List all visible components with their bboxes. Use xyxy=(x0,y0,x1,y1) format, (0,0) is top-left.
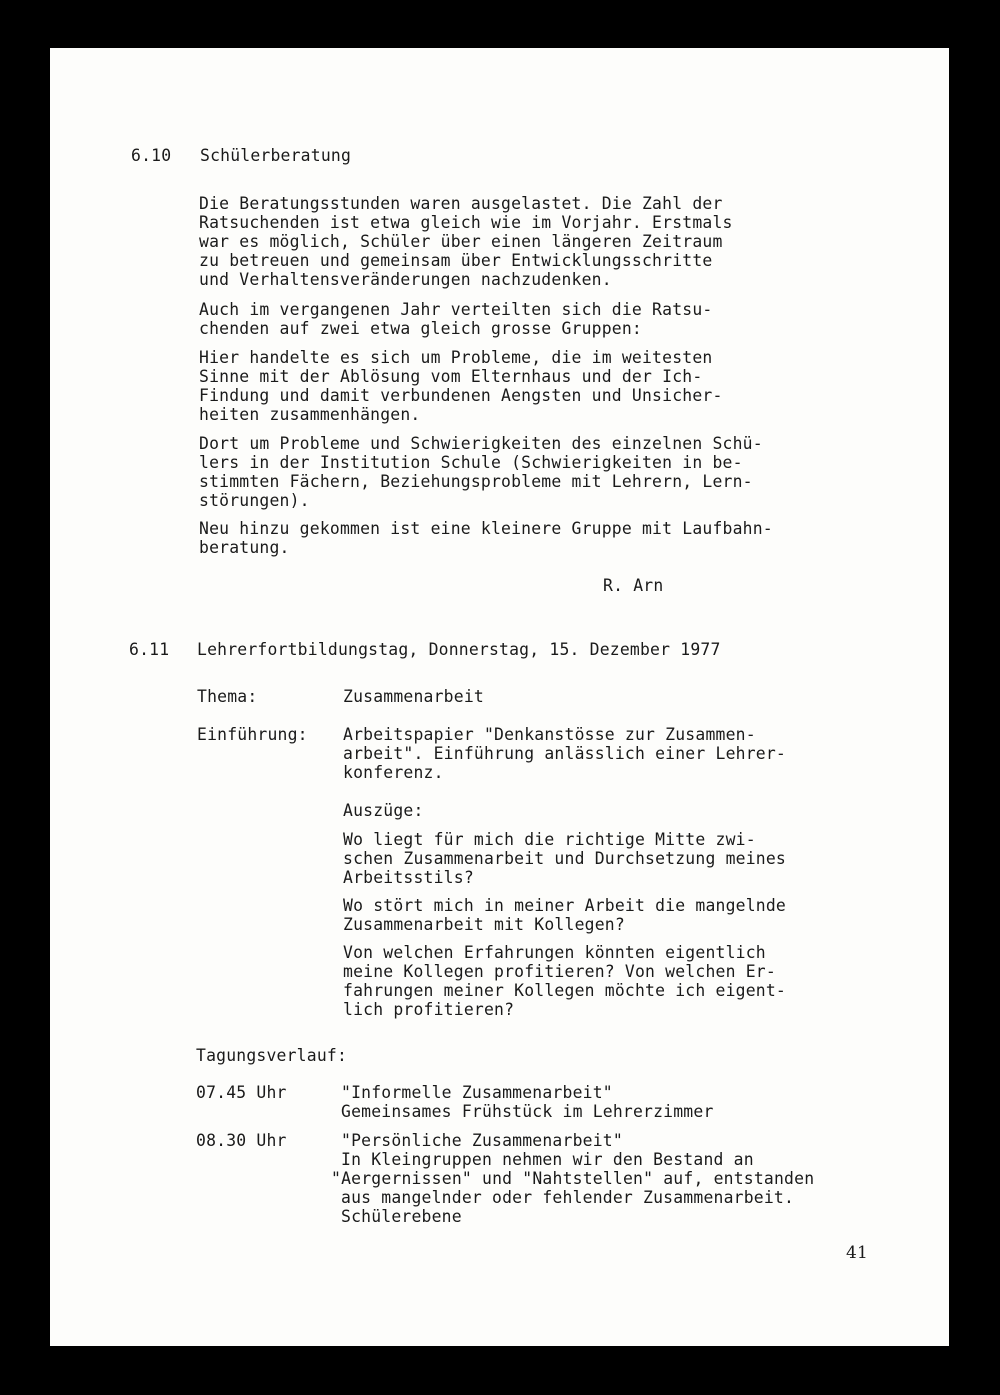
paragraph-line: lers in der Institution Schule (Schwierigkeiten in be- xyxy=(199,453,743,472)
question-line: meine Kollegen profitieren? Von welchen Er- xyxy=(343,962,776,981)
einfuehrung-line: konferenz. xyxy=(343,763,444,782)
paragraph-line: Ratsuchenden ist etwa gleich wie im Vorjahr. Erstmals xyxy=(199,213,733,232)
section-611-title: Lehrerfortbildungstag, Donnerstag, 15. Dezember 1977 xyxy=(197,640,721,659)
paragraph-line: zu betreuen und gemeinsam über Entwicklungsschritte xyxy=(199,251,713,270)
thema-value: Zusammenarbeit xyxy=(343,687,484,706)
question-line: Von welchen Erfahrungen könnten eigentlich xyxy=(343,943,766,962)
paragraph-line: Sinne mit der Ablösung vom Elternhaus und der Ich- xyxy=(199,367,703,386)
paragraph-line: Auch im vergangenen Jahr verteilten sich die Ratsu- xyxy=(199,300,713,319)
section-610-number: 6.10 xyxy=(131,146,172,165)
schedule-line: "Persönliche Zusammenarbeit" xyxy=(341,1131,623,1150)
section-610-title: Schülerberatung xyxy=(200,146,352,165)
question-line: fahrungen meiner Kollegen möchte ich eigent- xyxy=(343,981,786,1000)
question-line: Zusammenarbeit mit Kollegen? xyxy=(343,915,625,934)
schedule-time: 08.30 Uhr xyxy=(196,1131,287,1150)
question-line: Arbeitsstils? xyxy=(343,868,474,887)
paragraph-line: stimmten Fächern, Beziehungsprobleme mit Lehrern, Lern- xyxy=(199,472,753,491)
author-signature: R. Arn xyxy=(603,576,664,595)
question-line: Wo stört mich in meiner Arbeit die mangelnde xyxy=(343,896,786,915)
paragraph-line: heiten zusammenhängen. xyxy=(199,405,421,424)
paragraph-line: und Verhaltensveränderungen nachzudenken. xyxy=(199,270,612,289)
paragraph-line: störungen). xyxy=(199,491,310,510)
paragraph-line: Neu hinzu gekommen ist eine kleinere Gruppe mit Laufbahn- xyxy=(199,519,773,538)
paragraph-line: Die Beratungsstunden waren ausgelastet. Die Zahl der xyxy=(199,194,723,213)
schedule-line: "Informelle Zusammenarbeit" xyxy=(341,1083,613,1102)
paragraph-line: Findung und damit verbundenen Aengsten und Unsicher- xyxy=(199,386,723,405)
schedule-line: aus mangelnder oder fehlender Zusammenarbeit. xyxy=(341,1188,795,1207)
paragraph-line: war es möglich, Schüler über einen längeren Zeitraum xyxy=(199,232,723,251)
schedule-time: 07.45 Uhr xyxy=(196,1083,287,1102)
question-line: schen Zusammenarbeit und Durchsetzung meines xyxy=(343,849,786,868)
einfuehrung-line: Arbeitspapier "Denkanstösse zur Zusammen- xyxy=(343,725,756,744)
schedule-line: Schülerebene xyxy=(341,1207,462,1226)
page-number: 41 xyxy=(846,1243,869,1263)
paragraph-line: Hier handelte es sich um Probleme, die im weitesten xyxy=(199,348,713,367)
paragraph-line: beratung. xyxy=(199,538,290,557)
question-line: lich profitieren? xyxy=(343,1000,515,1019)
tagungsverlauf-label: Tagungsverlauf: xyxy=(196,1046,348,1065)
einfuehrung-line: arbeit". Einführung anlässlich einer Lehrer- xyxy=(343,744,786,763)
paragraph-line: Dort um Probleme und Schwierigkeiten des einzelnen Schü- xyxy=(199,434,763,453)
schedule-line: Gemeinsames Frühstück im Lehrerzimmer xyxy=(341,1102,714,1121)
schedule-line: In Kleingruppen nehmen wir den Bestand an xyxy=(341,1150,754,1169)
einfuehrung-label: Einführung: xyxy=(197,725,308,744)
question-line: Wo liegt für mich die richtige Mitte zwi- xyxy=(343,830,756,849)
thema-label: Thema: xyxy=(197,687,258,706)
schedule-line: "Aergernissen" und "Nahtstellen" auf, entstanden xyxy=(331,1169,815,1188)
auszuege-label: Auszüge: xyxy=(343,801,424,820)
section-611-number: 6.11 xyxy=(129,640,170,659)
paragraph-line: chenden auf zwei etwa gleich grosse Gruppen: xyxy=(199,319,642,338)
